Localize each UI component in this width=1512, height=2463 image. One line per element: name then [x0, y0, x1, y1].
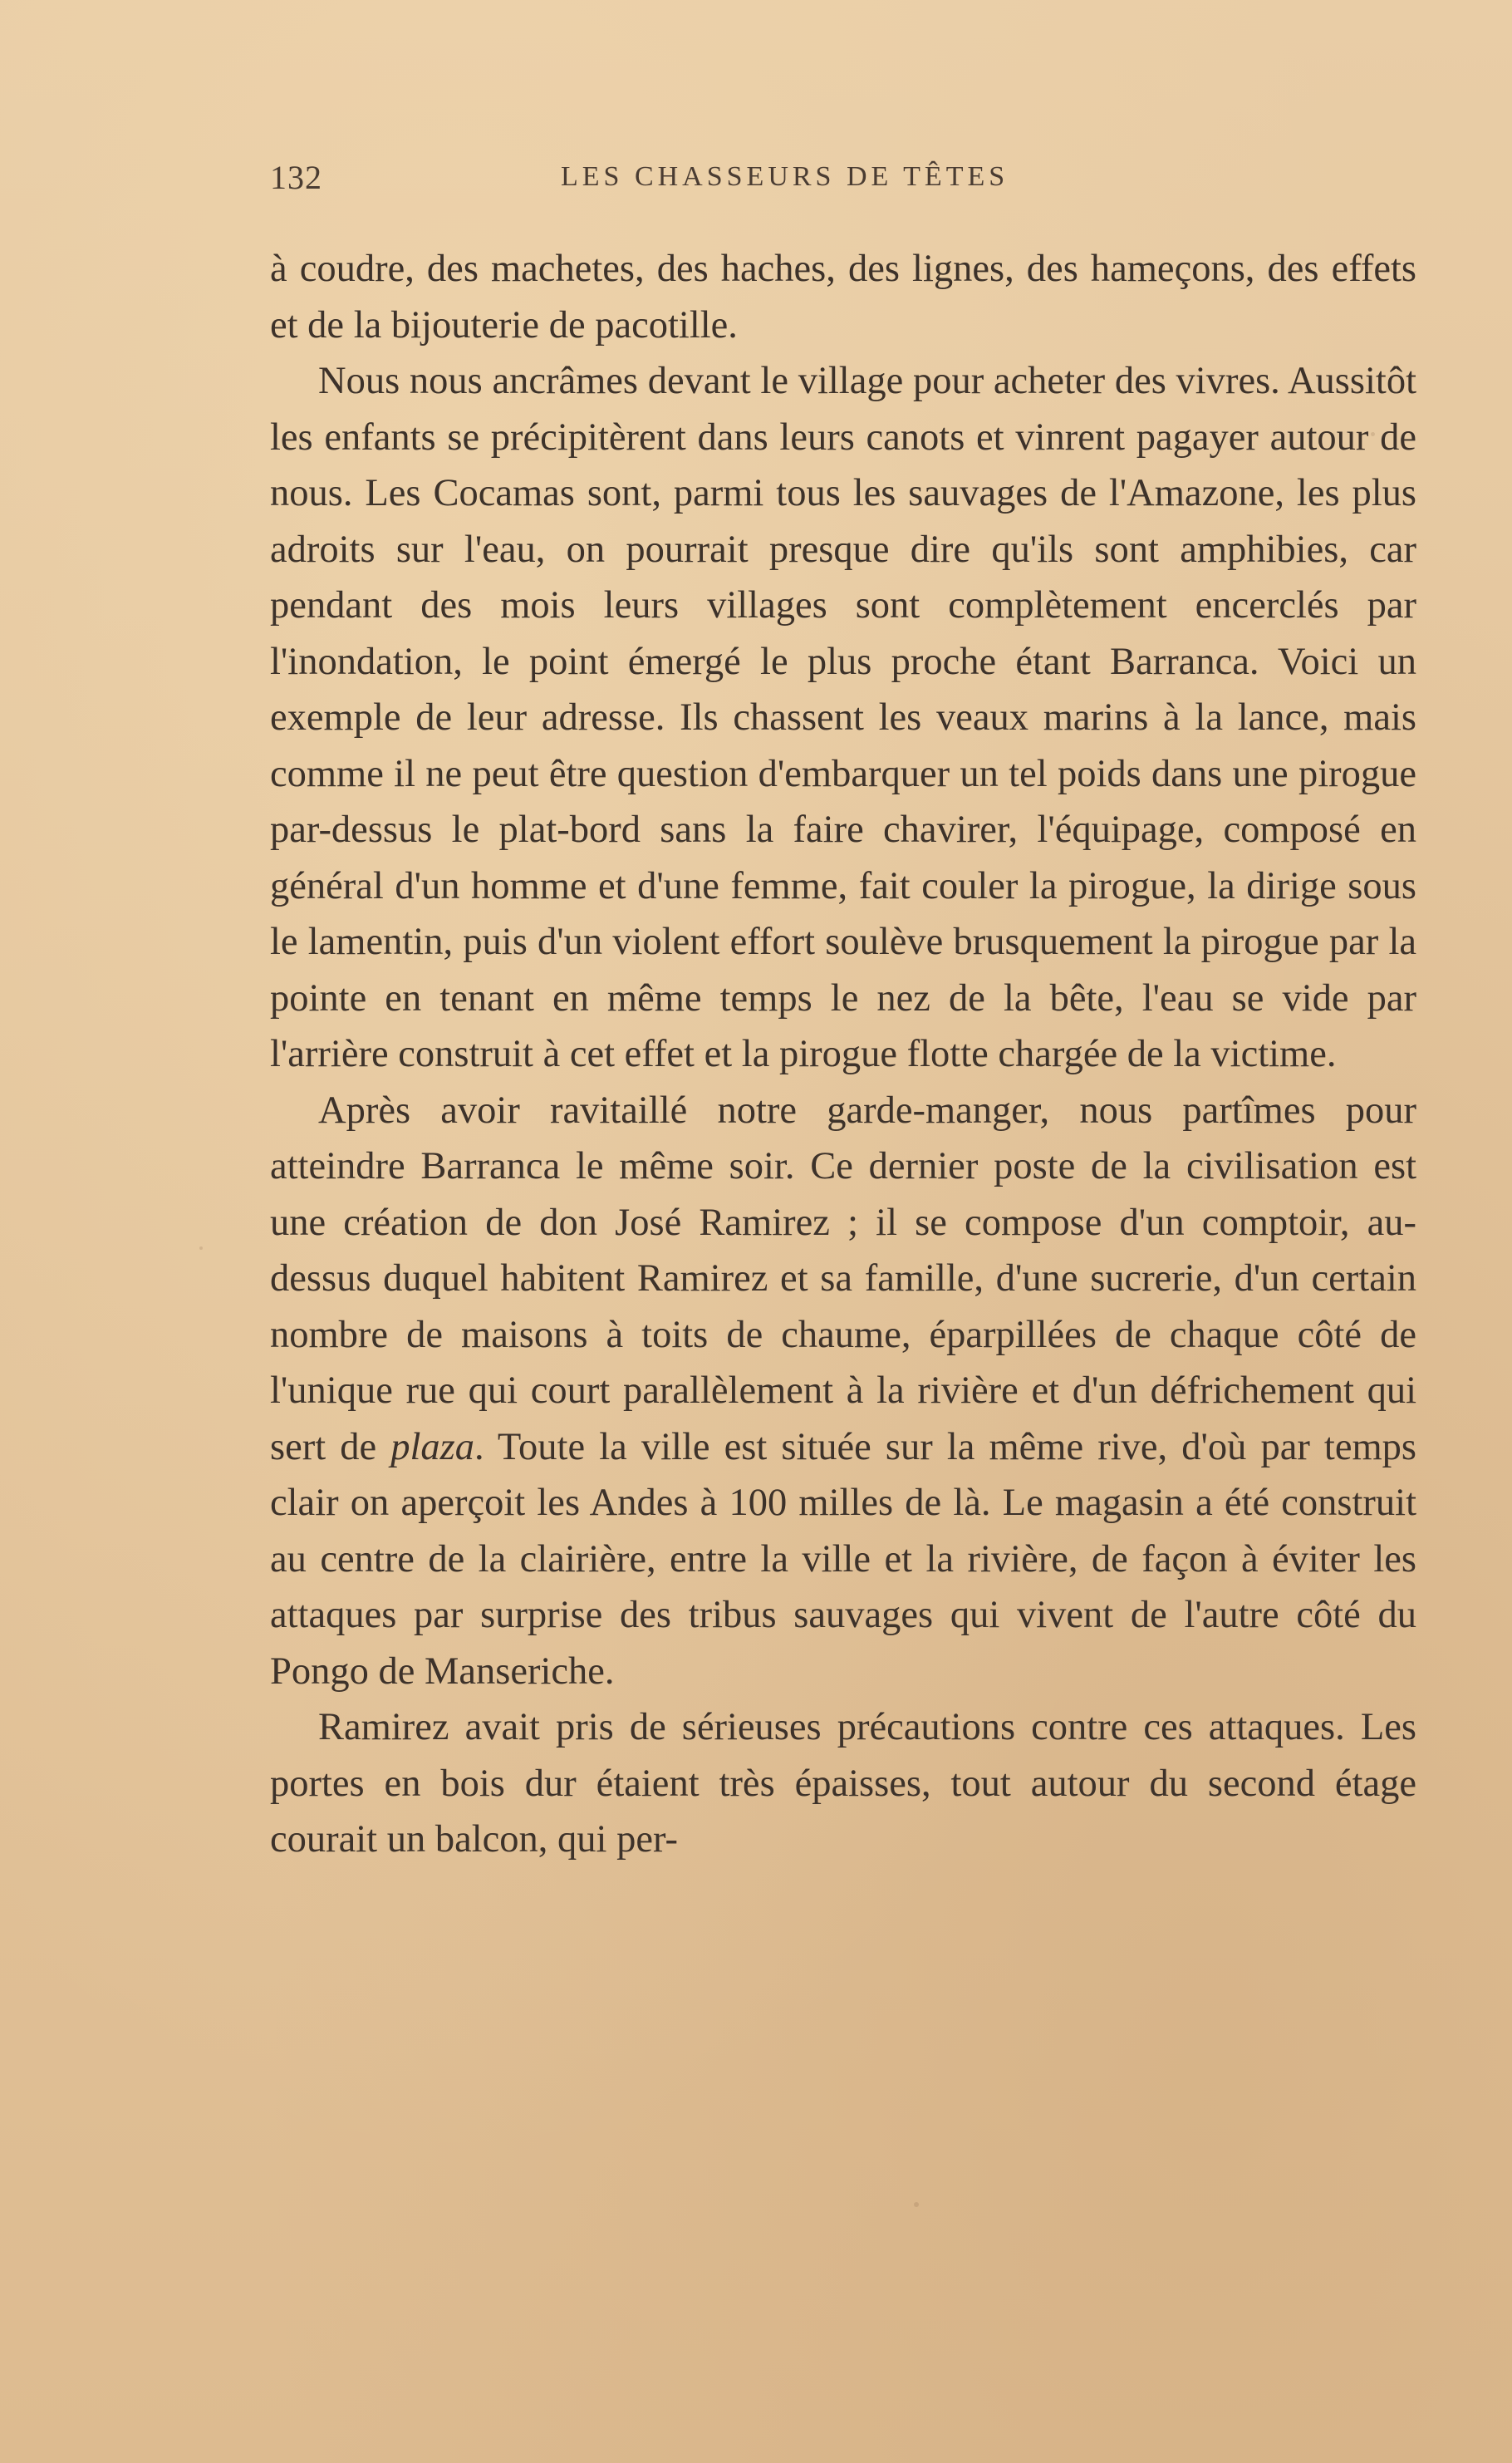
paper-speck	[914, 2202, 919, 2207]
running-head	[270, 158, 1416, 208]
paragraph-barranca-after: . Toute la ville est située sur la même rive, d'où par temps clair on aperçoit les Andes à 100 milles de là. Le magasin a été construit au centre de la clairière, entre la ville et la rivière, de façon à éviter les attaques par surprise des tribus sauvages qui vivent de l'autre côté du Pongo de Manseriche.	[270, 1425, 1416, 1693]
page-number: 132	[270, 159, 322, 196]
running-title: LES CHASSEURS DE TÊTES	[561, 161, 1009, 192]
paper-speck	[199, 1246, 203, 1250]
body-text	[270, 241, 1416, 1868]
paragraph-barranca-before: Après avoir ravitaillé notre garde-manger, nous partîmes pour atteindre Barranca le même soir. Ce dernier poste de la civilisation est une création de don José Ramirez ; il se compose d'un comptoir, au-dessus duquel habitent Ramirez et sa famille, d'une sucrerie, d'un certain nombre de maisons à toits de chaume, éparpillées de chaque côté de l'unique rue qui court parallèlement à la rivière et d'un défrichement qui sert de	[270, 1089, 1416, 1468]
paragraph-barranca	[270, 1083, 1416, 1700]
book-page	[270, 158, 1416, 2318]
paper-speck	[1371, 432, 1375, 436]
paragraph-cocamas: Nous nous ancrâmes devant le village pour acheter des vivres. Aussitôt les enfants se précipitèrent dans leurs canots et vinrent pagayer autour de nous. Les Cocamas sont, parmi tous les sauvages de l'Amazone, les plus adroits sur l'eau, on pourrait presque dire qu'ils sont amphibies, car pendant des mois leurs villages sont complètement encerclés par l'inondation, le point émergé le plus proche étant Barranca. Voici un exemple de leur adresse. Ils chassent les veaux marins à la lance, mais comme il ne peut être question d'embarquer un tel poids dans une pirogue par-dessus le plat-bord sans la faire chavirer, l'équipage, composé en général d'un homme et d'une femme, fait couler la pirogue, la dirige sous le lamentin, puis d'un violent effort soulève brusquement la pirogue par la pointe en tenant en même temps le nez de la bête, l'eau se vide par l'arrière construit à cet effet et la pirogue flotte chargée de la victime.	[270, 360, 1416, 1075]
italic-plaza: plaza	[390, 1425, 474, 1468]
paragraph-ramirez: Ramirez avait pris de sérieuses précautions contre ces attaques. Les portes en bois dur étaient très épaisses, tout autour du second étage courait un balcon, qui per-	[270, 1706, 1416, 1861]
paragraph-continuation: à coudre, des machetes, des haches, des lignes, des hameçons, des effets et de la bijouterie de pacotille.	[270, 248, 1416, 347]
